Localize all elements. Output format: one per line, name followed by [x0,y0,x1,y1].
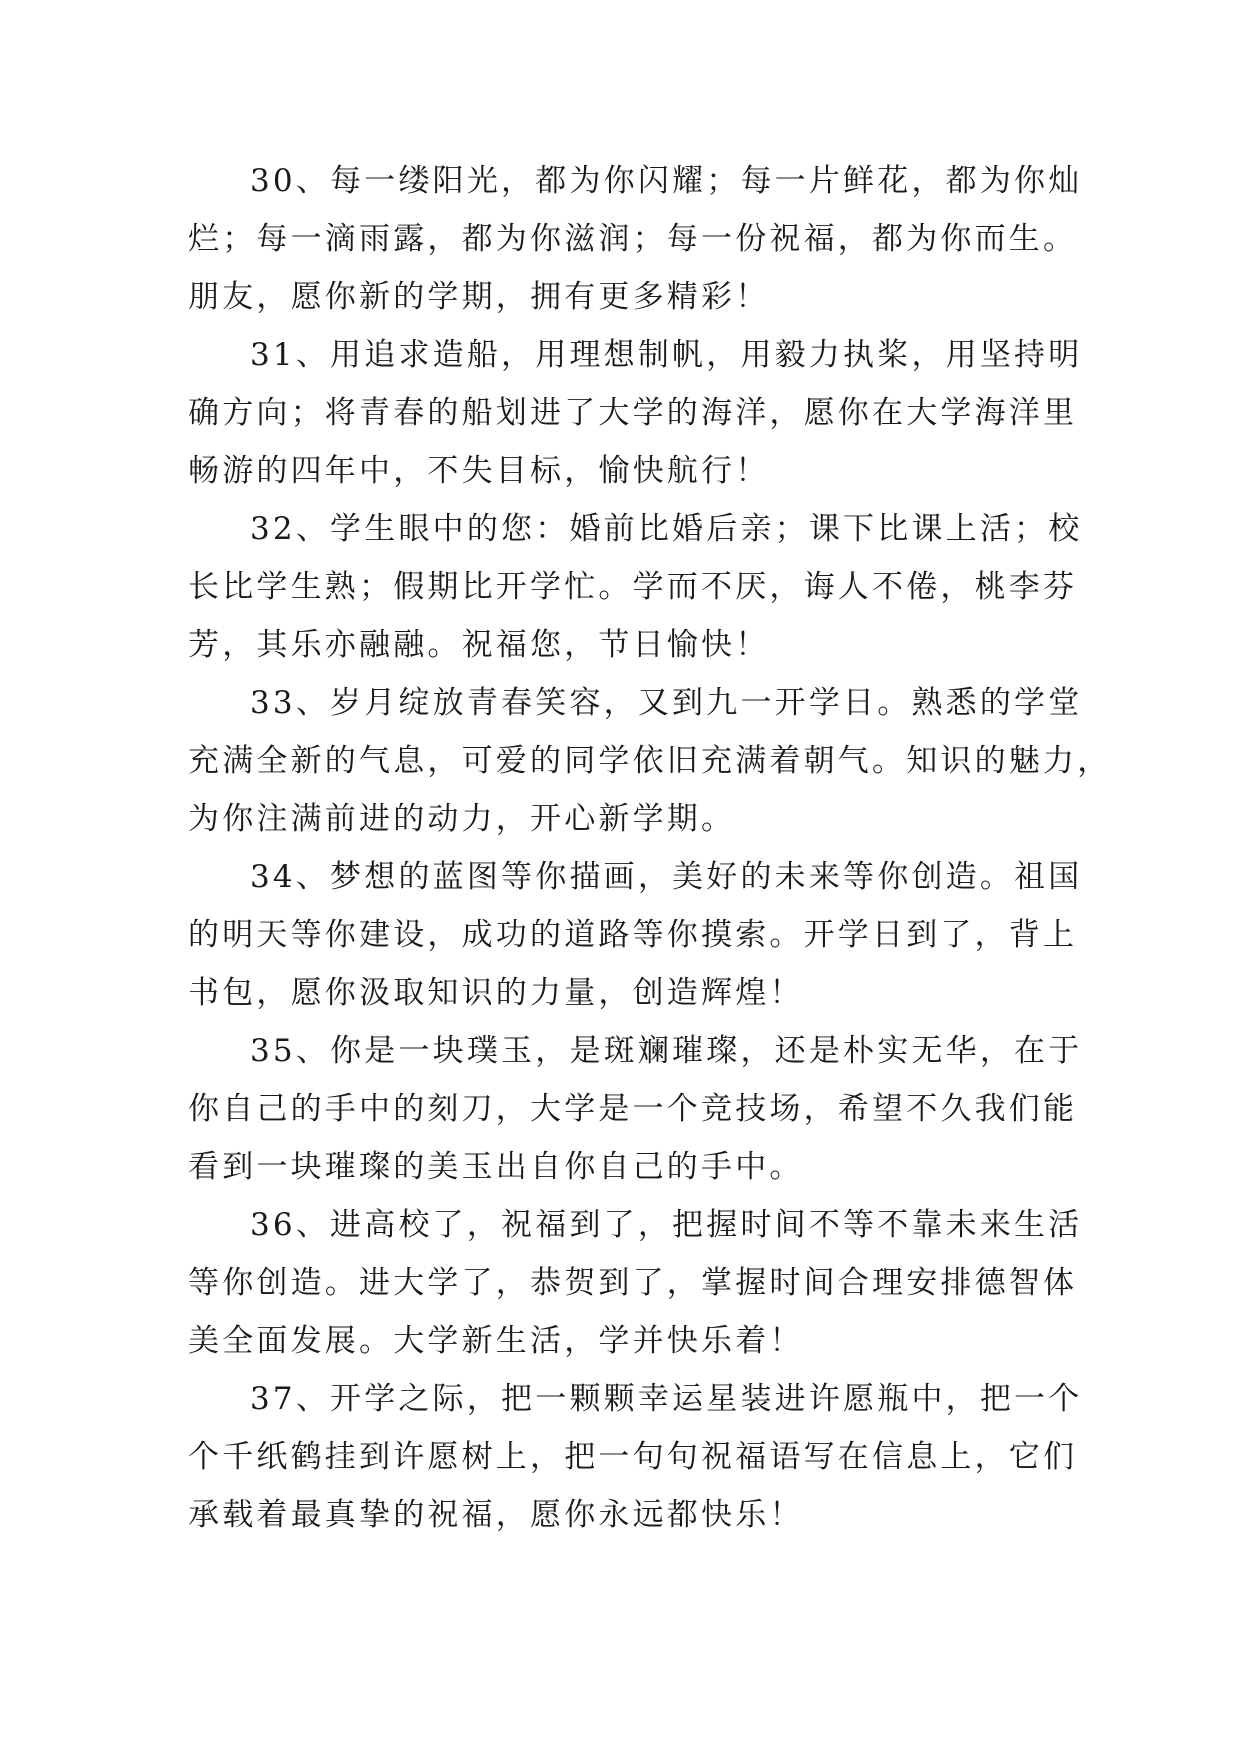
paragraph-line: 34、梦想的蓝图等你描画，美好的未来等你创造。祖国 [250,859,1083,895]
paragraph-line: 37、开学之际，把一颗颗幸运星装进许愿瓶中，把一个 [250,1381,1083,1417]
paragraph-30 [188,152,1083,326]
paragraph-line: 个千纸鹤挂到许愿树上，把一句句祝福语写在信息上，它们 [188,1439,1078,1475]
paragraph-line: 朋友，愿你新的学期，拥有更多精彩！ [188,279,770,315]
paragraph-line: 看到一块璀璨的美玉出自你自己的手中。 [188,1149,804,1185]
paragraph-31 [188,326,1083,500]
paragraph-line: 32、学生眼中的您：婚前比婚后亲；课下比课上活；校 [250,511,1083,547]
paragraph-36 [188,1196,1083,1370]
paragraph-line: 芳，其乐亦融融。祝福您，节日愉快！ [188,627,770,663]
paragraph-line: 等你创造。进大学了，恭贺到了，掌握时间合理安排德智体 [188,1265,1078,1301]
paragraph-33 [188,674,1112,848]
paragraph-line: 长比学生熟；假期比开学忙。学而不厌，诲人不倦，桃李芬 [188,569,1078,605]
paragraph-line: 确方向；将青春的船划进了大学的海洋，愿你在大学海洋里 [188,395,1078,431]
paragraph-line: 31、用追求造船，用理想制帆，用毅力执桨，用坚持明 [250,337,1083,373]
paragraph-line: 30、每一缕阳光，都为你闪耀；每一片鲜花，都为你灿 [250,163,1083,199]
paragraph-32 [188,500,1083,674]
paragraph-line: 35、你是一块璞玉，是斑斓璀璨，还是朴实无华，在于 [250,1033,1083,1069]
paragraph-line: 33、岁月绽放青春笑容，又到九一开学日。熟悉的学堂 [250,685,1083,721]
paragraph-line: 书包，愿你汲取知识的力量，创造辉煌！ [188,975,804,1011]
paragraph-line: 你自己的手中的刻刀，大学是一个竞技场，希望不久我们能 [188,1091,1078,1127]
paragraph-line: 为你注满前进的动力，开心新学期。 [188,801,736,837]
paragraph-line: 的明天等你建设，成功的道路等你摸索。开学日到了，背上 [188,917,1078,953]
document-body [188,152,1112,1544]
paragraph-37 [188,1370,1083,1544]
paragraph-35 [188,1022,1083,1196]
paragraph-line: 充满全新的气息，可爱的同学依旧充满着朝气。知识的魅力， [188,743,1112,779]
paragraph-34 [188,848,1083,1022]
paragraph-line: 36、进高校了，祝福到了，把握时间不等不靠未来生活 [250,1207,1083,1243]
paragraph-line: 烂；每一滴雨露，都为你滋润；每一份祝福，都为你而生。 [188,221,1078,257]
paragraph-line: 畅游的四年中，不失目标，愉快航行！ [188,453,770,489]
paragraph-line: 美全面发展。大学新生活，学并快乐着！ [188,1323,804,1359]
paragraph-line: 承载着最真挚的祝福，愿你永远都快乐！ [188,1497,804,1533]
